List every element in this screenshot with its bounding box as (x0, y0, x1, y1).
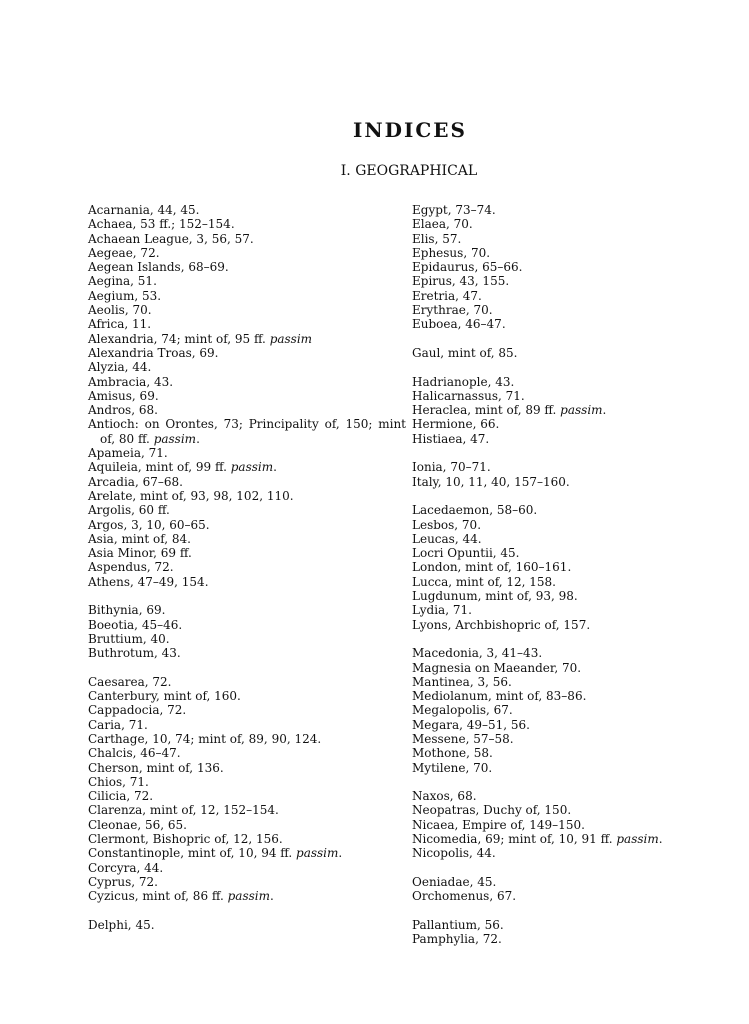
index-entry: Cyzicus, mint of, 86 ff. passim. (88, 889, 274, 904)
index-entry: Megara, 49–51, 56. (412, 717, 530, 732)
index-entry: Caria, 71. (88, 717, 148, 732)
index-entry: Argolis, 60 ff. (88, 503, 170, 518)
index-entry: Hadrianople, 43. (412, 374, 515, 389)
group-spacer (412, 775, 712, 789)
index-entry: Lucca, mint of, 12, 158. (412, 574, 556, 589)
index-entry: Clermont, Bishopric of, 12, 156. (88, 832, 283, 847)
group-spacer (88, 589, 406, 603)
index-entry: Asia, mint of, 84. (88, 531, 191, 546)
index-entry: Locri Opuntii, 45. (412, 546, 520, 561)
index-entry: Arcadia, 67–68. (88, 474, 183, 489)
index-entry: Epirus, 43, 155. (412, 274, 510, 289)
index-entry: Arelate, mint of, 93, 98, 102, 110. (88, 488, 294, 503)
index-entry: Pallantium, 56. (412, 917, 504, 932)
index-entry: Canterbury, mint of, 160. (88, 689, 241, 704)
index-entry: Aspendus, 72. (88, 560, 174, 575)
index-entry: Egypt, 73–74. (412, 203, 496, 217)
index-entry: Nicopolis, 44. (412, 846, 496, 861)
group-spacer (412, 861, 712, 875)
index-entry: Carthage, 10, 74; mint of, 89, 90, 124. (88, 731, 322, 746)
index-entry: Argos, 3, 10, 60–65. (88, 517, 210, 532)
index-entry: Cyprus, 72. (88, 874, 158, 889)
index-entry: Mytilene, 70. (412, 760, 493, 775)
index-entry: Athens, 47–49, 154. (88, 574, 209, 589)
index-entry: Achaean League, 3, 56, 57. (88, 231, 254, 246)
index-entry: Clarenza, mint of, 12, 152–154. (88, 803, 279, 818)
index-entry: Lugdunum, mint of, 93, 98. (412, 589, 578, 604)
index-entry: Boeotia, 45–46. (88, 617, 183, 632)
index-entry: Amisus, 69. (88, 388, 159, 403)
index-entry: Cappadocia, 72. (88, 703, 187, 718)
index-entry: Megalopolis, 67. (412, 703, 513, 718)
index-entry: Ionia, 70–71. (412, 460, 491, 475)
index-entry: Hermione, 66. (412, 417, 500, 432)
index-entry: Halicarnassus, 71. (412, 388, 525, 403)
page-title: INDICES (353, 118, 467, 142)
index-entry: Elaea, 70. (412, 217, 473, 232)
index-entry: Buthrotum, 43. (88, 646, 181, 661)
index-column-right (412, 203, 712, 946)
index-entry: Histiaea, 47. (412, 431, 490, 446)
index-entry: Heraclea, mint of, 89 ff. passim. (412, 403, 607, 418)
index-column-left (88, 203, 406, 932)
index-entry: Macedonia, 3, 41–43. (412, 646, 543, 661)
index-entry: Aegina, 51. (88, 274, 157, 289)
index-entry: Asia Minor, 69 ff. (88, 546, 192, 561)
index-entry: Lacedaemon, 58–60. (412, 503, 538, 518)
index-entry: Andros, 68. (88, 403, 158, 418)
group-spacer (88, 661, 406, 675)
index-entry: Alexandria, 74; mint of, 95 ff. passim (88, 331, 313, 346)
index-entry: Aquileia, mint of, 99 ff. passim. (88, 460, 277, 475)
index-entry: Chalcis, 46–47. (88, 746, 181, 761)
index-entry: Cleonae, 56, 65. (88, 817, 187, 832)
index-entry: Pamphylia, 72. (412, 932, 502, 947)
index-entry: Aegeae, 72. (88, 245, 160, 260)
group-spacer (412, 904, 712, 918)
index-entry: Leucas, 44. (412, 531, 482, 546)
index-entry: Apameia, 71. (88, 446, 168, 461)
index-entry: Aeolis, 70. (88, 303, 152, 318)
index-entry: Elis, 57. (412, 231, 462, 246)
index-entry: Italy, 10, 11, 40, 157–160. (412, 474, 570, 489)
index-entry: Acarnania, 44, 45. (88, 203, 200, 217)
group-spacer (412, 360, 712, 374)
index-entry: Mothone, 58. (412, 746, 493, 761)
index-entry: Aegean Islands, 68–69. (88, 260, 229, 275)
index-entry: Bruttium, 40. (88, 631, 170, 646)
index-entry: Mantinea, 3, 56. (412, 674, 512, 689)
index-entry: Cilicia, 72. (88, 789, 154, 804)
index-entry: Oeniadae, 45. (412, 874, 497, 889)
index-entry: Eretria, 47. (412, 288, 482, 303)
index-entry: Nicaea, Empire of, 149–150. (412, 817, 585, 832)
index-entry: Messene, 57–58. (412, 731, 514, 746)
index-entry: Africa, 11. (88, 317, 152, 332)
index-entry: Naxos, 68. (412, 789, 477, 804)
index-entry: Erythrae, 70. (412, 303, 493, 318)
index-entry: Achaea, 53 ff.; 152–154. (88, 217, 235, 232)
index-entry: Epidaurus, 65–66. (412, 260, 523, 275)
index-entry: Lydia, 71. (412, 603, 472, 618)
index-entry: Euboea, 46–47. (412, 317, 506, 332)
index-entry: Alexandria Troas, 69. (88, 345, 219, 360)
index-entry: Constantinople, mint of, 10, 94 ff. passim. (88, 846, 343, 861)
section-heading: I. GEOGRAPHICAL (340, 163, 478, 179)
index-entry: Ephesus, 70. (412, 245, 491, 260)
index-entry: Caesarea, 72. (88, 674, 172, 689)
group-spacer (412, 489, 712, 503)
index-entry: London, mint of, 160–161. (412, 560, 572, 575)
index-entry: Antioch: on Orontes, 73; Principality of, 150; mint of, 80 ff. passim. (88, 417, 406, 446)
index-entry: Cherson, mint of, 136. (88, 760, 224, 775)
index-entry: Lyons, Archbishopric of, 157. (412, 617, 591, 632)
group-spacer (412, 632, 712, 646)
index-entry: Delphi, 45. (88, 917, 155, 932)
index-entry: Lesbos, 70. (412, 517, 482, 532)
index-entry: Magnesia on Maeander, 70. (412, 660, 582, 675)
index-entry: Corcyra, 44. (88, 860, 164, 875)
index-entry: Alyzia, 44. (88, 360, 152, 375)
index-entry: Orchomenus, 67. (412, 889, 517, 904)
index-entry: Bithynia, 69. (88, 603, 166, 618)
index-entry: Nicomedia, 69; mint of, 10, 91 ff. passim. (412, 832, 663, 847)
index-entry: Ambracia, 43. (88, 374, 174, 389)
index-entry: Neopatras, Duchy of, 150. (412, 803, 572, 818)
index-entry: Mediolanum, mint of, 83–86. (412, 689, 587, 704)
group-spacer (88, 904, 406, 918)
index-entry: Gaul, mint of, 85. (412, 345, 518, 360)
index-entry: Chios, 71. (88, 774, 149, 789)
group-spacer (412, 332, 712, 346)
index-entry: Aegium, 53. (88, 288, 162, 303)
group-spacer (412, 446, 712, 460)
